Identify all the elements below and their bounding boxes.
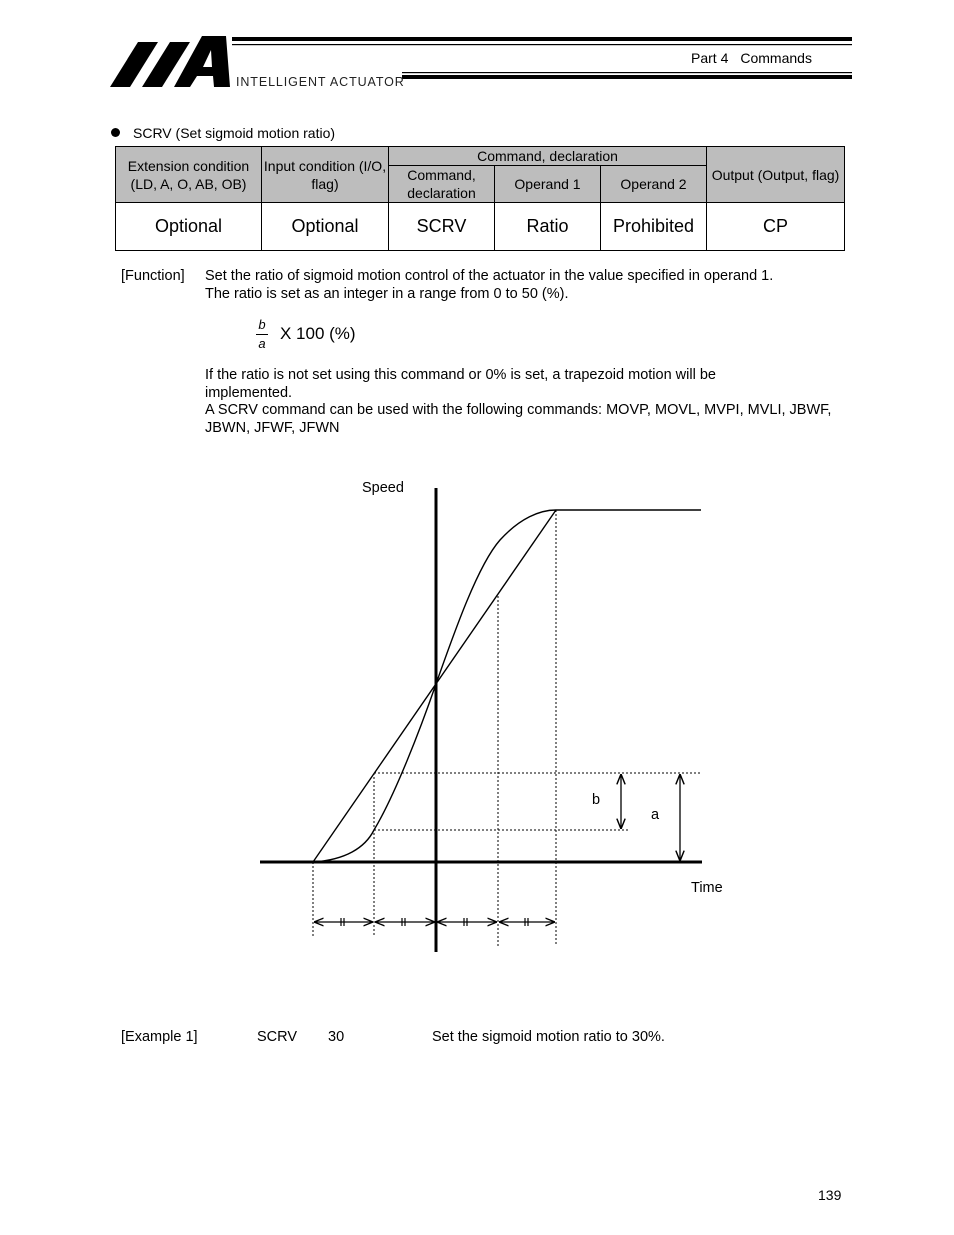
function-line2: The ratio is set as an integer in a range from 0 to 50 (%).: [205, 286, 569, 302]
example-label: [Example 1]: [121, 1029, 198, 1045]
header-extension-condition: Extension condition (LD, A, O, AB, OB): [116, 147, 262, 203]
header-command: Command, declaration: [389, 166, 495, 203]
example-command: SCRV: [257, 1029, 298, 1045]
example-operand: 30: [328, 1029, 345, 1045]
header-section: Commands: [740, 50, 812, 66]
header-command-group: Command, declaration: [389, 147, 707, 166]
formula-numerator: b: [258, 317, 266, 332]
cell-input: Optional: [262, 203, 389, 251]
example-description: Set the sigmoid motion ratio to 30%.: [432, 1029, 665, 1045]
header-input-condition: Input condition (I/O, flag): [262, 147, 389, 203]
brand-name: INTELLIGENT ACTUATOR: [236, 75, 405, 89]
header-part: Part 4: [691, 50, 729, 66]
b-label: b: [592, 792, 601, 808]
header-operand2: Operand 2: [601, 166, 707, 203]
section-title: SCRV (Set sigmoid motion ratio): [133, 125, 336, 141]
function-para1: If the ratio is not set using this command or 0% is set, a trapezoid motion will be implemented.: [205, 367, 716, 401]
function-para2: A SCRV command can be used with the following commands: MOVP, MOVL, MVPI, MVLI, JBWF, JBWN, JFWF, JFWN: [205, 402, 832, 436]
header-operand1: Operand 1: [495, 166, 601, 203]
page-number: 139: [818, 1187, 842, 1203]
function-line1: Set the ratio of sigmoid motion control of the actuator in the value specified in operand 1.: [205, 268, 774, 284]
cell-operand1: Ratio: [495, 203, 601, 251]
cell-command: SCRV: [389, 203, 495, 251]
header-output: Output (Output, flag): [707, 147, 845, 203]
function-label: [Function]: [121, 268, 185, 284]
cell-extension: Optional: [116, 203, 262, 251]
a-label: a: [651, 807, 660, 823]
time-axis-label: Time: [691, 880, 723, 896]
speed-axis-label: Speed: [362, 480, 404, 496]
cell-output: CP: [707, 203, 845, 251]
formula-multiplier: X 100 (%): [280, 324, 356, 343]
formula-denominator: a: [258, 336, 266, 351]
cell-operand2: Prohibited: [601, 203, 707, 251]
